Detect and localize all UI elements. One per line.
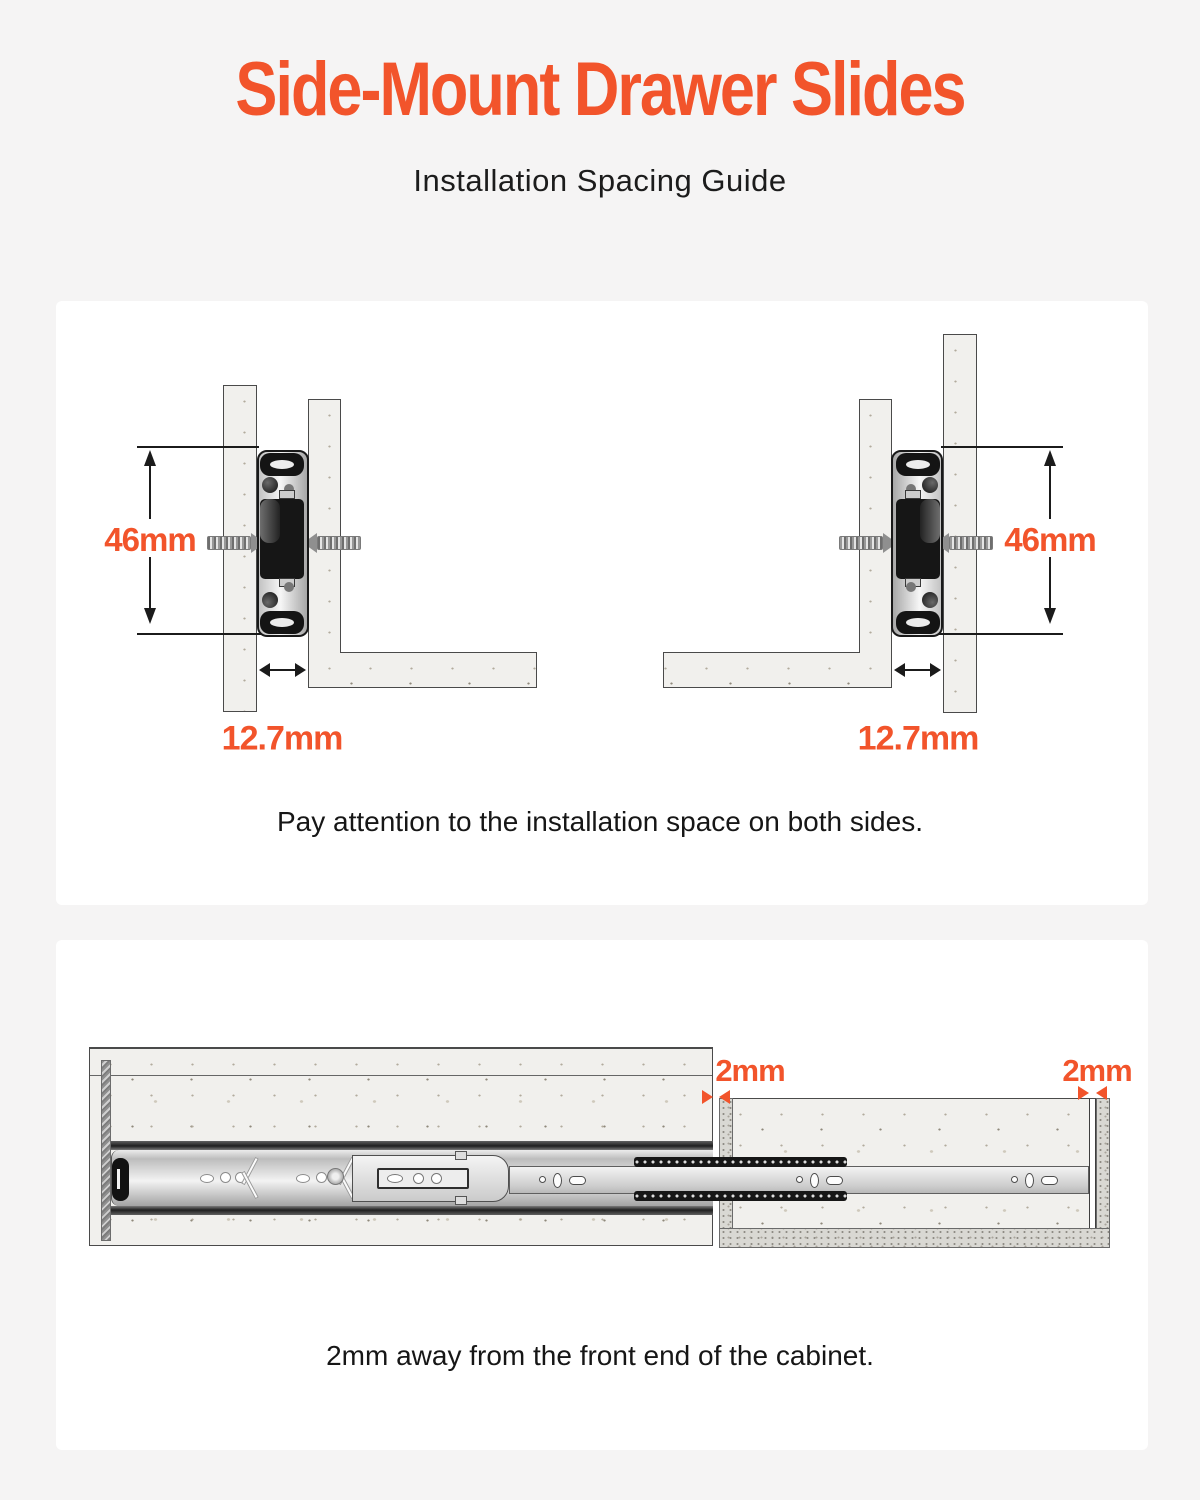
slide-top-flange bbox=[111, 1141, 713, 1150]
rail-rivet bbox=[327, 1168, 344, 1185]
side-spacing-caption: Pay attention to the installation space on both sides. bbox=[277, 806, 923, 837]
mounting-screw-icon bbox=[935, 533, 993, 553]
ball-retainer-strip bbox=[634, 1157, 847, 1167]
screw-hole bbox=[1011, 1176, 1018, 1183]
screw-hole bbox=[553, 1173, 562, 1188]
dimension-line bbox=[149, 465, 151, 519]
dimension-reference-line bbox=[137, 446, 259, 448]
rail-mounting-slot bbox=[192, 1160, 264, 1196]
cabinet-side-board bbox=[943, 334, 977, 713]
slide-bottom-roller bbox=[260, 611, 304, 634]
screw-hole bbox=[796, 1176, 803, 1183]
bearing-bracket bbox=[905, 490, 921, 499]
screw-hole bbox=[539, 1176, 546, 1183]
screw-hole bbox=[1041, 1176, 1058, 1185]
slide-center-block bbox=[896, 499, 940, 579]
retainer-clip bbox=[455, 1151, 467, 1160]
slide-bottom-roller bbox=[896, 611, 940, 634]
screw-hole bbox=[200, 1174, 214, 1183]
dimension-reference-line bbox=[137, 633, 267, 635]
dimension-line bbox=[149, 557, 151, 609]
dimension-line bbox=[903, 669, 932, 671]
board-joint bbox=[309, 653, 341, 687]
ball-bearing-icon bbox=[922, 477, 938, 493]
arrow-up-icon bbox=[1044, 450, 1056, 466]
screw-hole bbox=[826, 1176, 843, 1185]
ball-bearing-icon bbox=[284, 582, 294, 592]
screw-hole bbox=[569, 1176, 586, 1185]
screw-hole bbox=[220, 1172, 231, 1183]
page-title: Side-Mount Drawer Slides bbox=[235, 48, 965, 132]
front-spacing-caption: 2mm away from the front end of the cabinet. bbox=[326, 1340, 874, 1371]
dimension-line bbox=[268, 669, 297, 671]
front-gap-slot bbox=[1089, 1099, 1096, 1228]
ball-bearing-icon bbox=[906, 582, 916, 592]
drawer-front-gap-label: 2mm bbox=[1062, 1053, 1132, 1088]
ball-retainer-strip bbox=[634, 1191, 847, 1201]
height-dimension-label: 46mm bbox=[104, 521, 196, 558]
screw-hole bbox=[431, 1173, 442, 1184]
rail-end-bumper bbox=[112, 1158, 129, 1201]
arrow-right-icon bbox=[894, 663, 905, 677]
bearing-bracket bbox=[279, 490, 295, 499]
board-joint bbox=[859, 653, 891, 687]
rail-mounting-slot bbox=[288, 1160, 360, 1196]
screw-hole bbox=[413, 1173, 424, 1184]
cabinet-top-line bbox=[90, 1075, 712, 1076]
screw-hole bbox=[387, 1174, 403, 1183]
arrow-down-icon bbox=[144, 608, 156, 624]
ball-bearing-icon bbox=[922, 592, 938, 608]
dimension-line bbox=[1049, 557, 1051, 609]
ball-bearing-icon bbox=[262, 477, 278, 493]
mounting-screw-icon bbox=[839, 533, 897, 553]
gap-dimension-label: 12.7mm bbox=[221, 719, 343, 758]
dimension-reference-line bbox=[941, 446, 1063, 448]
drawer-side-wall bbox=[719, 1228, 1110, 1248]
drawer-bottom-board bbox=[663, 652, 892, 688]
dimension-line bbox=[1049, 465, 1051, 519]
arrow-down-icon bbox=[1044, 608, 1056, 624]
screw-thread bbox=[949, 536, 993, 550]
gap-dimension-label: 12.7mm bbox=[857, 719, 979, 758]
middle-member-slot bbox=[377, 1168, 469, 1189]
page-subtitle: Installation Spacing Guide bbox=[413, 163, 787, 198]
drawer-front-wall bbox=[1096, 1098, 1110, 1248]
height-dimension-label: 46mm bbox=[1004, 521, 1096, 558]
cabinet-back-edge bbox=[101, 1060, 111, 1241]
ball-bearing-icon bbox=[262, 592, 278, 608]
slide-top-roller bbox=[896, 453, 940, 476]
arrow-right-icon bbox=[295, 663, 306, 677]
slide-roller bbox=[920, 499, 940, 543]
mounting-screw-icon bbox=[303, 533, 361, 553]
screw-thread bbox=[207, 536, 251, 550]
screw-hole bbox=[316, 1172, 327, 1183]
slide-cross-section bbox=[257, 450, 309, 637]
gap-arrow-left-icon bbox=[719, 1090, 730, 1104]
slide-middle-member bbox=[352, 1155, 509, 1202]
screw-hole bbox=[810, 1173, 819, 1188]
arrow-up-icon bbox=[144, 450, 156, 466]
retainer-clip bbox=[455, 1196, 467, 1205]
screw-hole bbox=[1025, 1173, 1034, 1188]
screw-hole bbox=[296, 1174, 310, 1183]
slide-top-roller bbox=[260, 453, 304, 476]
slide-roller bbox=[260, 499, 280, 543]
gap-arrow-right-icon bbox=[702, 1090, 713, 1104]
slide-bottom-flange bbox=[111, 1206, 713, 1215]
slide-center-block bbox=[260, 499, 304, 579]
screw-thread bbox=[839, 536, 883, 550]
slide-cross-section bbox=[891, 450, 943, 637]
drawer-bottom-board bbox=[308, 652, 537, 688]
dimension-reference-line bbox=[933, 633, 1063, 635]
screw-thread bbox=[317, 536, 361, 550]
slide-inner-member bbox=[509, 1166, 1089, 1194]
cabinet-gap-label: 2mm bbox=[715, 1053, 785, 1088]
